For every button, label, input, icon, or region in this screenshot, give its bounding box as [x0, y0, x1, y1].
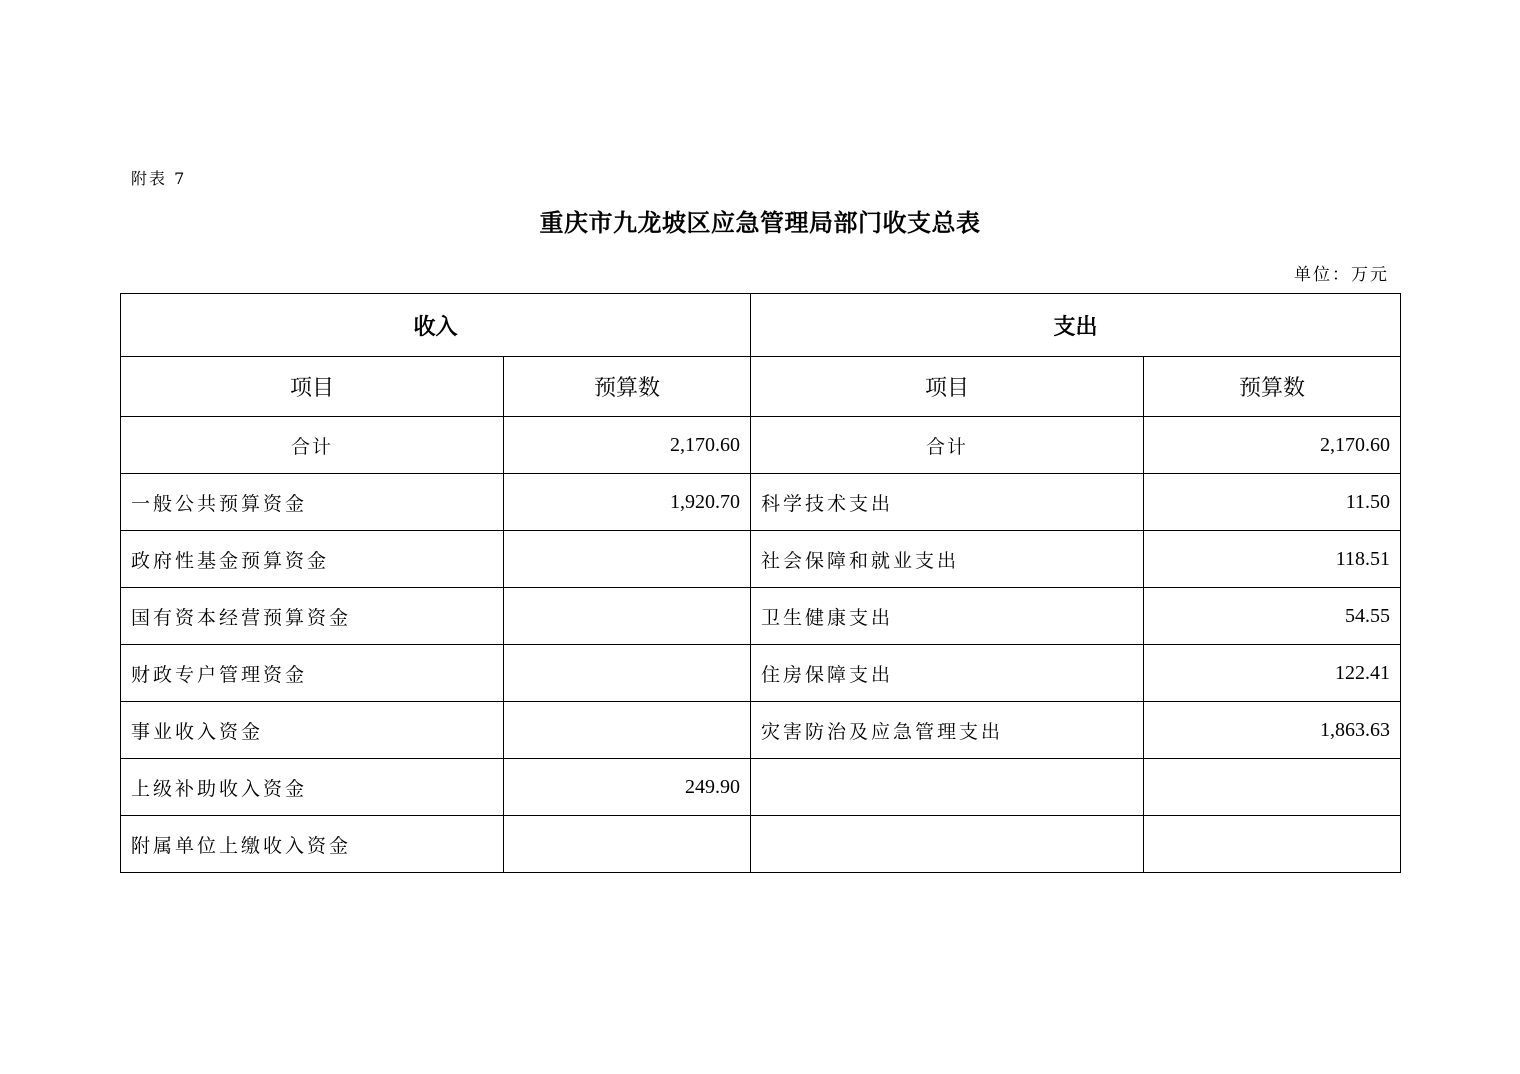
expense-item: 灾害防治及应急管理支出	[751, 702, 1144, 759]
expense-item: 卫生健康支出	[751, 588, 1144, 645]
expense-item: 住房保障支出	[751, 645, 1144, 702]
expense-item	[751, 816, 1144, 873]
income-value	[504, 816, 751, 873]
column-header-row	[121, 357, 1401, 417]
table-row	[121, 816, 1401, 873]
expense-value: 54.55	[1144, 588, 1401, 645]
income-item: 事业收入资金	[121, 702, 504, 759]
expense-value: 122.41	[1144, 645, 1401, 702]
income-budget-col-header: 预算数	[504, 357, 751, 417]
expense-value	[1144, 759, 1401, 816]
income-item-col-header: 项目	[121, 357, 504, 417]
income-value	[504, 531, 751, 588]
income-item: 上级补助收入资金	[121, 759, 504, 816]
table-row	[121, 474, 1401, 531]
document-title: 重庆市九龙坡区应急管理局部门收支总表	[539, 208, 981, 237]
income-value	[504, 645, 751, 702]
expense-value: 118.51	[1144, 531, 1401, 588]
table-row	[121, 759, 1401, 816]
budget-table	[120, 293, 1401, 873]
income-value: 2,170.60	[504, 417, 751, 474]
income-item: 财政专户管理资金	[121, 645, 504, 702]
expense-value	[1144, 816, 1401, 873]
income-value	[504, 702, 751, 759]
income-value: 249.90	[504, 759, 751, 816]
expense-item-col-header: 项目	[751, 357, 1144, 417]
table-row	[121, 588, 1401, 645]
table-row-total	[121, 417, 1401, 474]
table-row	[121, 531, 1401, 588]
expense-item: 合计	[751, 417, 1144, 474]
expense-header: 支出	[751, 294, 1401, 357]
expense-item: 社会保障和就业支出	[751, 531, 1144, 588]
income-item: 政府性基金预算资金	[121, 531, 504, 588]
income-value	[504, 588, 751, 645]
income-value: 1,920.70	[504, 474, 751, 531]
expense-item	[751, 759, 1144, 816]
table-row	[121, 702, 1401, 759]
section-header-row	[121, 294, 1401, 357]
expense-budget-col-header: 预算数	[1144, 357, 1401, 417]
expense-value: 11.50	[1144, 474, 1401, 531]
unit-label: 单位：万元	[1294, 265, 1389, 285]
expense-item: 科学技术支出	[751, 474, 1144, 531]
expense-value: 1,863.63	[1144, 702, 1401, 759]
expense-value: 2,170.60	[1144, 417, 1401, 474]
table-row	[121, 645, 1401, 702]
income-item: 附属单位上缴收入资金	[121, 816, 504, 873]
income-item: 一般公共预算资金	[121, 474, 504, 531]
income-item: 合计	[121, 417, 504, 474]
attachment-label: 附表 7	[131, 169, 187, 188]
income-item: 国有资本经营预算资金	[121, 588, 504, 645]
income-header: 收入	[121, 294, 751, 357]
